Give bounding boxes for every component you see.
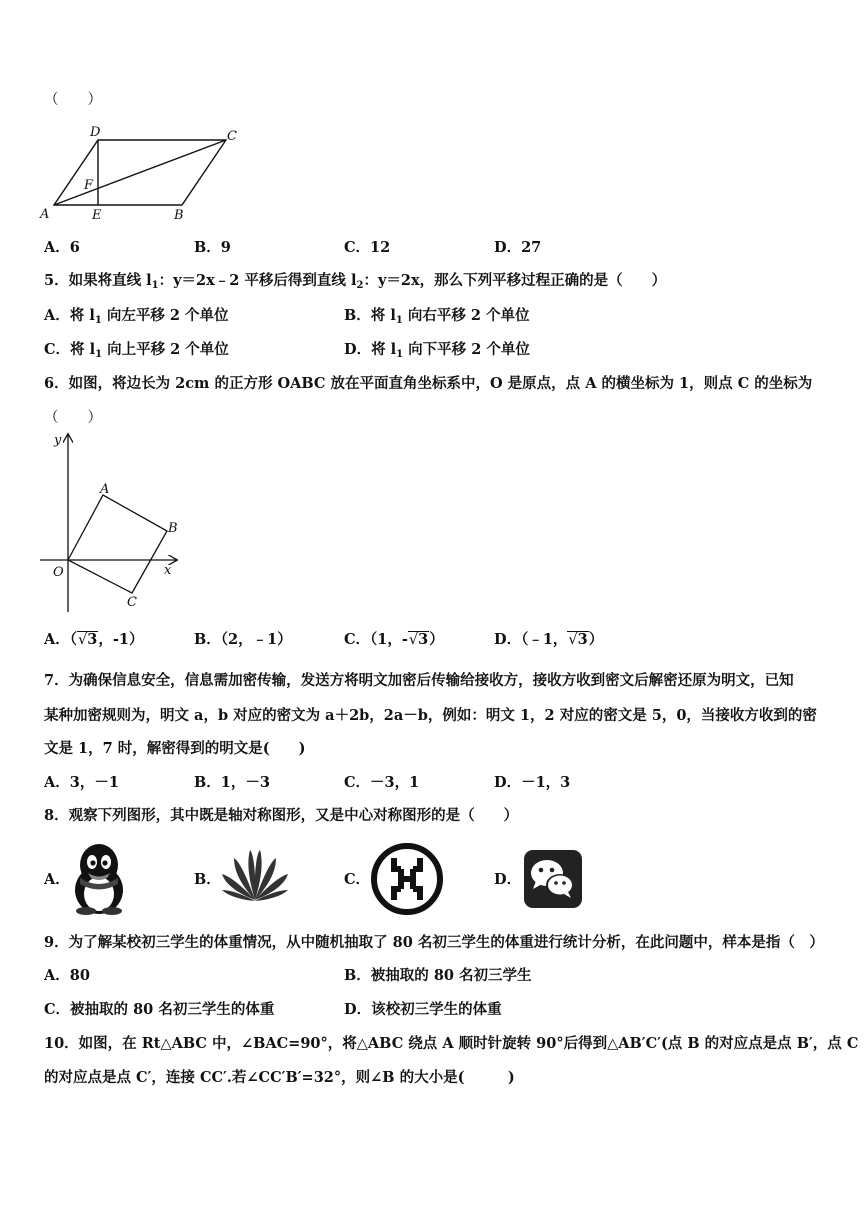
q7-option-a[interactable]: A．3，－1: [44, 774, 119, 791]
q9-option-d[interactable]: D．该校初三学生的体重: [344, 1001, 502, 1018]
label-e: E: [92, 208, 102, 222]
label-f: F: [84, 178, 94, 193]
penguin-logo-icon: [66, 840, 132, 916]
q7-option-d[interactable]: D．－1，3: [494, 774, 571, 791]
label-c: C: [227, 129, 237, 144]
q8-option-c[interactable]: C．: [344, 871, 371, 888]
label-x: x: [164, 563, 172, 578]
q4-paren: （ ）: [44, 92, 102, 108]
q4-option-b[interactable]: B．9: [194, 239, 231, 256]
chat-bubbles-logo-icon: [522, 848, 584, 910]
q9-option-b[interactable]: B．被抽取的 80 名初三学生: [344, 967, 532, 984]
q6-coordinate-figure: [36, 430, 186, 615]
q7-stem-line2: 某种加密规则为，明文 a，b 对应的密文为 a＋2b，2a－b，例如：明文 1，2 对应的密文是 5，0，当接收方收到的密: [44, 707, 817, 724]
q6-option-c[interactable]: C．（1，-√3）: [344, 631, 444, 648]
sqrt-3: √3: [408, 631, 429, 648]
q7-option-b[interactable]: B．1，－3: [194, 774, 270, 791]
label-d: D: [90, 125, 101, 140]
q7-option-c[interactable]: C．－3，1: [344, 774, 420, 791]
label-y: y: [54, 433, 62, 448]
label-a: A: [100, 482, 110, 497]
q6-option-b[interactable]: B．（2，﹣1）: [194, 631, 292, 648]
square-oabc: [68, 495, 167, 593]
q6-paren: （ ）: [44, 410, 102, 426]
diagonal-ac: [54, 140, 226, 205]
q6-option-a[interactable]: A．（√3，-1）: [44, 631, 144, 648]
q9-stem: 9．为了解某校初三学生的体重情况，从中随机抽取了 80 名初三学生的体重进行统计分析，在此问题中，样本是指（ ）: [44, 934, 824, 951]
label-b: B: [174, 208, 184, 222]
q5-option-c[interactable]: C．将 $l_1$ 向上平移 2 个单位: [44, 341, 229, 360]
sqrt-3: √3: [78, 631, 98, 648]
q9-option-a[interactable]: A．80: [44, 967, 90, 984]
q5-stem: 5．如果将直线 $l_1$：y＝2x﹣2 平移后得到直线 $l_2$：y＝2x，那么下列平移过程正确的是（ ）: [44, 272, 667, 291]
q7-stem-line3: 文是 1，7 时，解密得到的明文是( ): [44, 740, 306, 757]
q9-option-c[interactable]: C．被抽取的 80 名初三学生的体重: [44, 1001, 275, 1018]
q8-option-d[interactable]: D．: [494, 871, 522, 888]
q10-stem-line1: 10．如图，在 Rt△ABC 中，∠BAC=90°，将△ABC 绕点 A 顺时针旋转 90°后得到△AB′C′(点 B 的对应点是点 B′，点 C: [44, 1035, 859, 1052]
q4-option-a[interactable]: A．6: [44, 239, 80, 256]
q8-option-b[interactable]: B．: [194, 871, 221, 888]
label-c: C: [127, 595, 137, 610]
q4-parallelogram-figure: [34, 122, 244, 222]
petal-logo-icon: [218, 846, 292, 902]
bank-logo-icon: [370, 842, 444, 916]
q10-stem-line2: 的对应点是点 C′，连接 CC′.若∠CC′B′=32°，则∠B 的大小是( ): [44, 1069, 515, 1086]
q7-stem-line1: 7．为确保信息安全，信息需加密传输，发送方将明文加密后传输给接收方，接收方收到密文后解密还原为明文，已知: [44, 672, 794, 689]
label-b: B: [168, 521, 178, 536]
q6-option-d[interactable]: D．（﹣1，√3）: [494, 631, 604, 648]
q6-stem: 6．如图，将边长为 2cm 的正方形 OABC 放在平面直角坐标系中，O 是原点，点 A 的横坐标为 1，则点 C 的坐标为: [44, 375, 813, 392]
q5-option-b[interactable]: B．将 $l_1$ 向右平移 2 个单位: [344, 307, 530, 326]
q4-option-c[interactable]: C．12: [344, 239, 391, 256]
q5-option-d[interactable]: D．将 $l_1$ 向下平移 2 个单位: [344, 341, 530, 360]
label-o: O: [53, 565, 64, 580]
label-a: A: [40, 207, 50, 222]
q4-option-d[interactable]: D．27: [494, 239, 542, 256]
q8-option-a[interactable]: A．: [44, 871, 70, 888]
sqrt-3: √3: [568, 631, 588, 648]
q8-stem: 8．观察下列图形，其中既是轴对称图形，又是中心对称图形的是（ ）: [44, 807, 519, 824]
q5-option-a[interactable]: A．将 $l_1$ 向左平移 2 个单位: [44, 307, 229, 326]
